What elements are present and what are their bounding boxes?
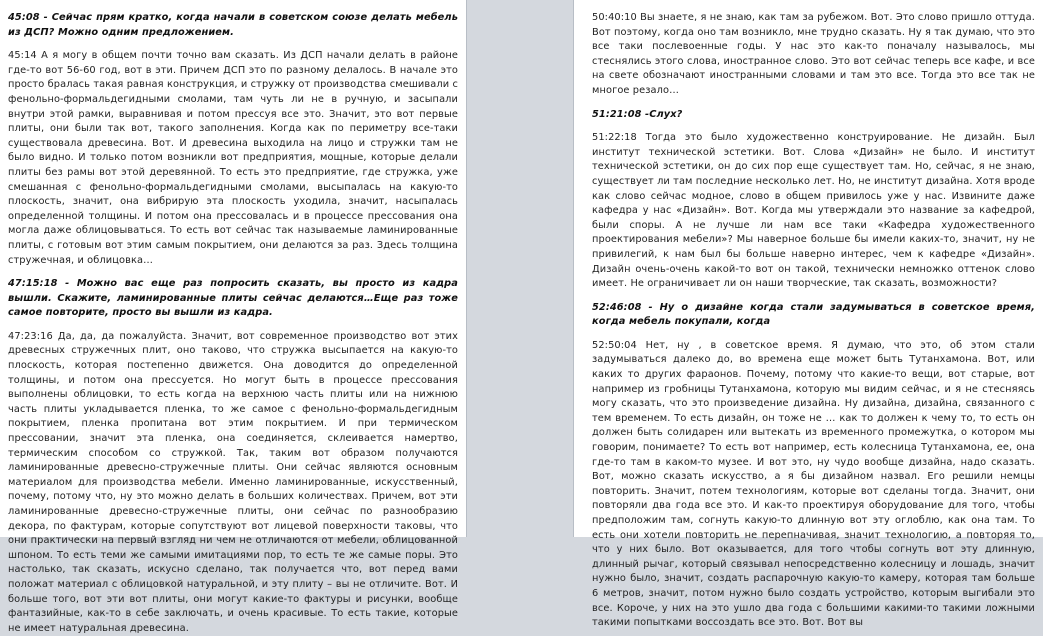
question-paragraph: 52:46:08 - Ну о дизайне когда стали задумываться в советское время, когда мебель покупали, когда <box>592 301 1035 328</box>
answer-paragraph: 52:50:04 Нет, ну , в советское время. Я думаю, что это, об этом стали задумываться далеко до, во времена еще может быть Тутанхамона. Вот, или каких то других фараонов. Почему, потому что какие-то вещи, вот старые, вот например из гробницы Тутанхамона, которую мы видим сейчас, и я не стесняясь могу сказать, что это произведение дизайна. Ну дизайна, дизайна, связанного с тем временем. То есть дизайн, он тоже не … как то должен к чему то, то есть он должен быть солидарен или вытекать из временного промежутка, о котором мы говорим, понимаете? То есть вот например, есть колесница Тутанхамона, ее, она где-то там в каком-то музее. И вот это, ну чудо вообще дизайна, надо сказать. Вот, можно сказать искусство, а я бы дизайном назвал. Его решили немцы повторить. Значит, потем технологиям, которые вот сделаны тогда. Значит, они повторяли два года все это. И как-то проектируя оборудование для того, чтобы предположим там, согнуть какую-то длинную вот эту оглоблю, как она там. То есть они хотели повторить не перепначивая, значит технологию, а повторяя то, что у них было. Вот оказывается, для того чтобы согнуть вот эту длинную, длинный рычаг, который связывал непосредственно колесницу и лошадь, значит нужно было, значит, создать распарочную какую-то камеру, которая там больше 6 метров, значит, потом нужно было создать устройство, которым выгибали это все. Короче, у них на это ушло два года с большими какими-то такими ложными такими попытками воссоздать все это. Вот. Вот вы <box>592 339 1035 629</box>
page-gutter <box>466 0 574 537</box>
document-page-left <box>0 0 466 634</box>
page-edge <box>466 0 467 537</box>
answer-paragraph: 45:14 А я могу в общем почти точно вам сказать. Из ДСП начали делать в районе где-то вот 56-60 год, вот в эти. Причем ДСП это по разному делалось. В начале это просто бралась такая равная конструкция, и стружку от производства смешивали с фенольно-формальдегидными смолами, там чуть ли не в ручную, и засыпали внутри этой рамки, выравнивая и потом прессуя все это. Значит, это вот первые плиты, они были так вот, такого заполнения. Когда как по периметру все-таки существовала древесина. Вот. И древесина выходила на лицо и стружки там не было видно. И только потом возникли вот предприятия, мощные, которые делали плиты без рамы вот этой деревянной. То есть это предприятие, где стружка, уже смешанная с фенольно-формальдегидными смолами, высыпалась на какую-то плоскость, значит, она вибрирую эта плоскость уходила, значит, насыпалась определенной толщины. И потом она прессовалась и в процессе прессования она могла даже облицовываться. То есть вот сейчас так называемые ламинированные плиты, с готовым вот этим самым покрытием, они делаются за раз. Здесь толщина стружечная, и облицовка… <box>8 50 458 266</box>
question-paragraph: 47:15:18 - Можно вас еще раз попросить сказать, вы просто из кадра вышли. Скажите, ламинированные плиты сейчас делаются…Еще раз тоже самое повторите, просто вы вышли из кадра. <box>8 278 458 319</box>
question-paragraph: 45:08 - Сейчас прям кратко, когда начали в советском союзе делать мебель из ДСП? Можно одним предложением. <box>8 12 458 38</box>
question-paragraph: 51:21:08 -Слух? <box>592 108 683 120</box>
answer-paragraph: 47:23:16 Да, да, да пожалуйста. Значит, вот современное производство вот этих древесных стружечных плит, оно таково, что стружка высыпается на какую-то плоскость, которая постепенно движется. Она доводится до определенной толщины, и потом она прессуется. Но могут быть в процессе прессования выполнены облицовки, то есть когда на верхнюю часть плиты или на нижнюю часть плиты укладывается пленка, то же самое с фенольно-формальдегидным покрытием, пленка пропитана вот этим покрытием. И при термическом прессовании, значит эта пленка, она соединяется, склеивается намертво, термическим способом со стружкой. Так, таким вот образом получаются ламинированные древесно-стружечные плиты. Они сейчас являются основным материалом для производства мебели. Именно ламинированные, искусственный, почему, потому что, ну это можно делать в больших количествах. Причем, вот эти ламинированные древесно-стружечные плиты, они сейчас по разнообразию декора, по фактурам, которые сопутствуют вот лицевой поверхности таковы, что они практически на первый взгляд ни чем не отличаются от мебели, облицованной шпоном. То есть теми же самыми имитациями пор, то есть те же самые поры. Это настолько, так сказать, искусно сделано, так получается что, вот перед вами положат материал с облицовкой натуральной, и эту плиту – вы не отличите. Вот. И больше того, вот эти вот плиты, они могут какие-то фактуры и рисунки, вообще фантазийные, как-то в себе заключать, и очень красивые. То есть такие, которые не имеет натуральная древесина. <box>8 330 458 634</box>
document-page-right <box>574 0 1043 629</box>
answer-paragraph: 50:40:10 Вы знаете, я не знаю, как там за рубежом. Вот. Это слово пришло оттуда. Вот поэтому, когда оно там возникло, мне трудно сказать. Ну я так думаю, что это все таки послевоенные годы. У нас это как-то поначалу называлось, мы стеснялись этого слова, иностранное слово. Это вот сейчас теперь все кафе, и все на свете обозначают иностранными словами и там это все. Тогда это все так не многое резало… <box>592 12 1035 96</box>
answer-paragraph: 51:22:18 Тогда это было художественно конструирование. Не дизайн. Был институт технической эстетики. Вот. Слова «Дизайн» не было. И институт технической эстетики, он до сих пор еще существует там. Но, сейчас, я не знаю, существует ли там последние несколько лет. Но, не институт дизайна. Хотя вроде как слово сейчас модное, слово в общем привилось уже у нас. Извините даже кафедра у нас «Дизайн». Вот. Когда мы утверждали это название за кафедрой, были споры. А не лучше ли нам все таки «Кафедра художественного проектирования мебели»? Мы наверное больше бы имели каких-то, значит, ну не привилегий, к нам был бы больше наверно интерес, чем к кафедре «Дизайн». Дизайн очень-очень какой-то вот он такой, технически немножко оттенок слово имеет. Не ограничивает ли он наши творческие, так сказать, возможности? <box>592 132 1035 290</box>
